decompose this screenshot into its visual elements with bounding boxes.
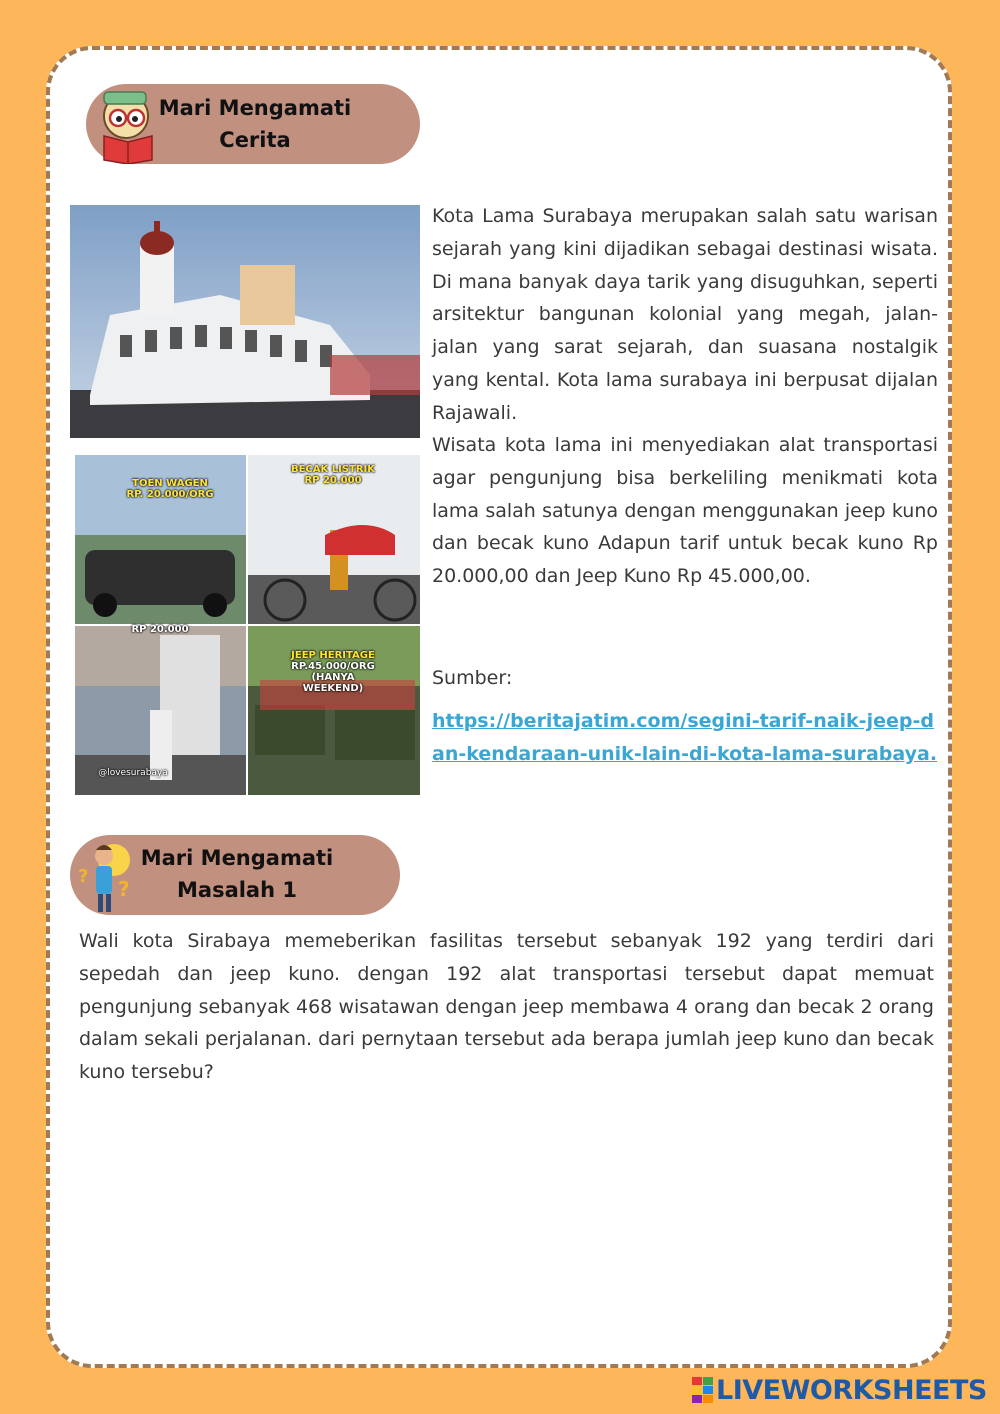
tile1-title: TOEN WAGEN	[132, 478, 208, 489]
tile2-price: RP 20.000	[304, 475, 362, 486]
tile3-price: RP 20.000	[131, 624, 189, 635]
tile2-title: BECAK LISTRIK	[290, 464, 376, 475]
footer-brand: LIVEWORKSHEETS	[716, 1374, 987, 1406]
tile3-watermark	[88, 768, 178, 779]
section-title-line1: Mari Mengamati	[158, 96, 352, 120]
tile4-note: (HANYA WEEKEND)	[302, 672, 364, 694]
tile4-label	[283, 650, 383, 694]
tile4-price: RP.45.000/ORG	[291, 661, 375, 672]
problem-text: Wali kota Sirabaya memeberikan fasilitas tersebut sebanyak 192 yang terdiri dari sepedah dan jeep kuno. dengan 192 alat transportasi tersebut dapat memuat pengunjung sebanyak 468 wisatawan dengan jeep membawa 4 orang dan becak 2 orang dalam sekali perjalanan. dari pernytaan tersebut ada berapa jumlah jeep kuno dan becak kuno tersebu?	[79, 930, 934, 1084]
tile1-price: RP. 20.000/ORG	[126, 489, 214, 500]
liveworksheets-logo	[692, 1376, 987, 1404]
section-title-line2: Cerita	[219, 128, 291, 152]
section-title-line2: Masalah 1	[177, 878, 297, 902]
confused-person-question-icon	[76, 838, 138, 914]
story-paragraph-2: Wisata kota lama ini menyediakan alat transportasi agar pengunjung bisa berkeliling menikmati kota lama salah satunya dengan menggunakan jeep kuno dan becak kuno Adapun tarif untuk becak kuno Rp 20.000,00 dan Jeep Kuno Rp 45.000,00.	[432, 434, 938, 588]
section-title-masalah	[132, 842, 342, 906]
source-label: Sumber:	[432, 667, 513, 689]
section-title-cerita	[150, 92, 360, 156]
tile1-label	[120, 478, 220, 500]
tile4-title: JEEP HERITAGE	[291, 650, 375, 661]
kota-lama-building-photo	[70, 205, 420, 438]
svg-text:?: ?	[118, 877, 130, 901]
tile2-label	[283, 464, 383, 486]
story-paragraph-1: Kota Lama Surabaya merupakan salah satu warisan sejarah yang kini dijadikan sebagai destinasi wisata. Di mana banyak daya tarik yang disuguhkan, seperti arsitektur bangunan kolonial yang megah, jalan-jalan yang sarat sejarah, dan suasana nostalgik yang kental. Kota lama surabaya ini berpusat dijalan Rajawali.	[432, 205, 938, 424]
tile3-watermark-text: @lovesurabaya	[98, 768, 168, 778]
photo-collage	[75, 455, 420, 795]
liveworksheets-logo-icon	[692, 1377, 714, 1403]
section-title-line1: Mari Mengamati	[140, 846, 334, 870]
source-link[interactable]: https://beritajatim.com/segini-tarif-naik-jeep-dan-kendaraan-unik-lain-di-kota-lama-surabaya.	[432, 710, 938, 765]
tile3-label	[130, 624, 190, 635]
svg-text:?: ?	[78, 866, 89, 887]
